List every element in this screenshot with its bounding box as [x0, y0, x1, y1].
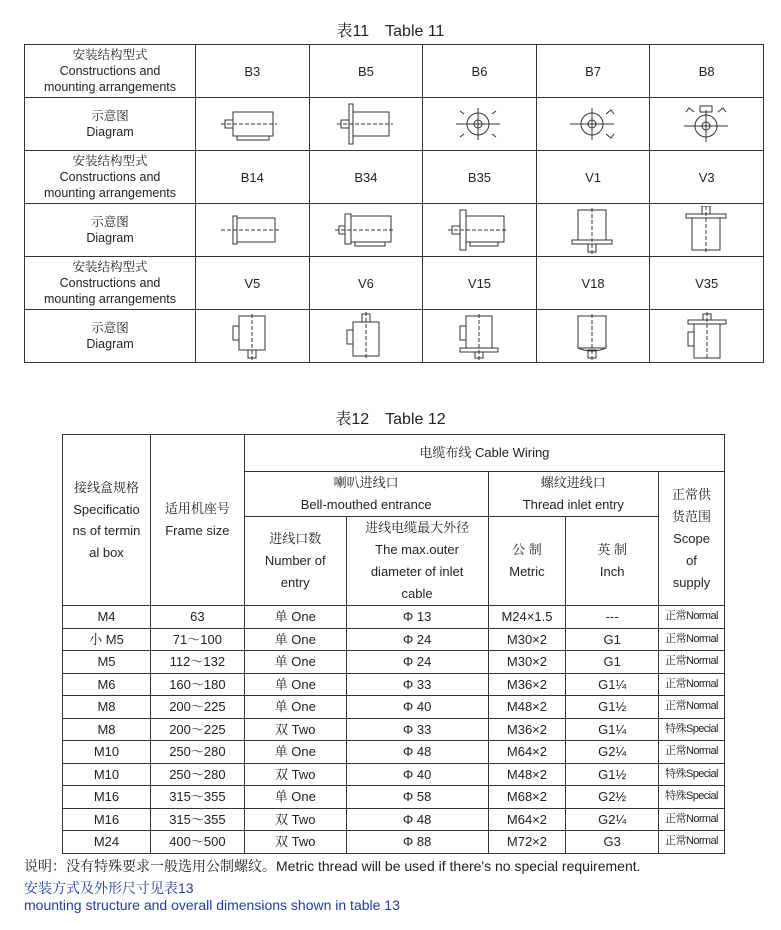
table-row [63, 606, 725, 629]
cell-metric-thread: M64×2 [488, 808, 566, 831]
reference-cn: 安装方式及外形尺寸见表13 [24, 880, 194, 896]
diagram-cell [423, 310, 537, 363]
diagram-row [25, 204, 764, 257]
cell-entry-number: 双 Two [244, 808, 346, 831]
header-number [244, 517, 346, 606]
table11 [24, 44, 764, 363]
table-row [63, 808, 725, 831]
motor-v5-icon [221, 312, 283, 360]
construction-label-en2: mounting arrangements [43, 186, 177, 200]
cell-entry-number: 单 One [244, 696, 346, 719]
motor-v15-icon [448, 312, 510, 360]
diagram-label-en: Diagram [86, 231, 134, 245]
diagram-label [25, 204, 196, 257]
cell-spec: M16 [63, 808, 151, 831]
cell-supply-scope: 正常Normal [659, 831, 725, 854]
cell-spec: M10 [63, 763, 151, 786]
cell-frame-size: 250～280 [150, 763, 244, 786]
diagram-cell [196, 98, 310, 151]
cell-supply-scope: 特殊Special [659, 718, 725, 741]
diagram-label-en: Diagram [86, 337, 134, 351]
cell-supply-scope: 特殊Special [659, 786, 725, 809]
construction-code: V35 [650, 257, 764, 310]
table-row [63, 741, 725, 764]
cell-entry-number: 双 Two [244, 831, 346, 854]
construction-label-en2: mounting arrangements [43, 292, 177, 306]
header-metric-en: Metric [509, 564, 545, 579]
cell-inch-thread: G2½ [566, 786, 659, 809]
motor-b14-icon [221, 206, 283, 254]
cell-frame-size: 200～225 [150, 718, 244, 741]
construction-label-cn: 安装结构型式 [72, 154, 148, 168]
cell-supply-scope: 正常Normal [659, 673, 725, 696]
cell-inch-thread: G1½ [566, 763, 659, 786]
cell-entry-number: 双 Two [244, 718, 346, 741]
cell-frame-size: 315～355 [150, 786, 244, 809]
table-row [63, 696, 725, 719]
construction-code: V5 [196, 257, 310, 310]
construction-label-en1: Constructions and [59, 276, 161, 290]
construction-code: B5 [309, 45, 423, 98]
motor-b3-icon [221, 100, 283, 148]
header-diameter-text: 进线电缆最大外径The max.outer diameter of inlet cable [365, 520, 470, 601]
cell-entry-number: 单 One [244, 606, 346, 629]
header-inch-en: Inch [599, 564, 625, 579]
diagram-label-cn: 示意图 [91, 321, 129, 335]
motor-v18-icon [562, 312, 624, 360]
diagram-row [25, 98, 764, 151]
motor-v6-icon [335, 312, 397, 360]
diagram-cell [650, 310, 764, 363]
cell-inch-thread: --- [566, 606, 659, 629]
cell-frame-size: 71～100 [150, 628, 244, 651]
construction-code: V3 [650, 151, 764, 204]
diagram-cell [309, 310, 423, 363]
cell-metric-thread: M30×2 [488, 651, 566, 674]
header-inch [566, 517, 659, 606]
cell-frame-size: 160～180 [150, 673, 244, 696]
cell-max-diameter: Φ 58 [346, 786, 488, 809]
construction-row [25, 257, 764, 310]
cell-max-diameter: Φ 33 [346, 718, 488, 741]
diagram-cell [650, 98, 764, 151]
diagram-label-en: Diagram [86, 125, 134, 139]
motor-v1-icon [562, 206, 624, 254]
note-text: 说明：没有特殊要求一般选用公制螺纹。Metric thread will be used if there's no special requirement. [24, 858, 641, 874]
diagram-cell [423, 204, 537, 257]
construction-label-cn: 安装结构型式 [72, 260, 148, 274]
cell-inch-thread: G1¼ [566, 718, 659, 741]
construction-code: B8 [650, 45, 764, 98]
cell-supply-scope: 正常Normal [659, 808, 725, 831]
header-thread-en: Thread inlet entry [522, 497, 624, 512]
construction-code: B3 [196, 45, 310, 98]
construction-label-en1: Constructions and [59, 64, 161, 78]
reference-en: mounting structure and overall dimensions shown in table 13 [24, 897, 400, 913]
header-thread [488, 472, 658, 517]
cell-frame-size: 315～355 [150, 808, 244, 831]
cell-max-diameter: Φ 40 [346, 696, 488, 719]
diagram-label-cn: 示意图 [91, 215, 129, 229]
cell-metric-thread: M48×2 [488, 763, 566, 786]
header-inch-cn: 英 制 [597, 542, 627, 557]
cell-metric-thread: M24×1.5 [488, 606, 566, 629]
construction-code: B35 [423, 151, 537, 204]
motor-b7-icon [562, 100, 624, 148]
diagram-cell [309, 204, 423, 257]
construction-label-en1: Constructions and [59, 170, 161, 184]
cell-frame-size: 400～500 [150, 831, 244, 854]
table-row [63, 786, 725, 809]
cell-entry-number: 单 One [244, 651, 346, 674]
diagram-label [25, 98, 196, 151]
diagram-cell [196, 204, 310, 257]
cell-spec: M8 [63, 718, 151, 741]
diagram-cell [536, 310, 650, 363]
motor-v3-icon [676, 206, 738, 254]
motor-b34-icon [335, 206, 397, 254]
cell-inch-thread: G1 [566, 628, 659, 651]
cell-frame-size: 200～225 [150, 696, 244, 719]
cell-metric-thread: M68×2 [488, 786, 566, 809]
motor-v35-icon [676, 312, 738, 360]
table-row [63, 628, 725, 651]
header-thread-cn: 螺纹进线口 [540, 475, 606, 490]
cell-inch-thread: G1½ [566, 696, 659, 719]
header-spec-text: 接线盒规格Specifications of terminal box [72, 480, 141, 560]
cell-max-diameter: Φ 24 [346, 651, 488, 674]
cell-metric-thread: M64×2 [488, 741, 566, 764]
header-diameter [346, 517, 488, 606]
table-row [63, 718, 725, 741]
construction-code: V1 [536, 151, 650, 204]
cell-max-diameter: Φ 48 [346, 808, 488, 831]
diagram-cell [536, 98, 650, 151]
cell-spec: M16 [63, 786, 151, 809]
motor-b6-icon [448, 100, 510, 148]
cell-spec: M6 [63, 673, 151, 696]
header-cable-wiring: 电缆布线 Cable Wiring [244, 435, 724, 472]
cell-spec: M24 [63, 831, 151, 854]
header-number-text: 进线口数Number of entry [264, 531, 326, 590]
diagram-row [25, 310, 764, 363]
header-bell-en: Bell-mouthed entrance [300, 497, 432, 512]
construction-code: B14 [196, 151, 310, 204]
diagram-cell [309, 98, 423, 151]
cell-inch-thread: G1 [566, 651, 659, 674]
construction-label [25, 45, 196, 98]
header-metric-cn: 公 制 [512, 542, 542, 557]
cell-frame-size: 63 [150, 606, 244, 629]
cell-supply-scope: 特殊Special [659, 763, 725, 786]
cell-max-diameter: Φ 24 [346, 628, 488, 651]
cell-entry-number: 单 One [244, 741, 346, 764]
diagram-cell [196, 310, 310, 363]
motor-b35-icon [448, 206, 510, 254]
diagram-cell [423, 98, 537, 151]
cell-spec: M5 [63, 651, 151, 674]
construction-row [25, 151, 764, 204]
diagram-label-cn: 示意图 [91, 109, 129, 123]
cell-max-diameter: Φ 13 [346, 606, 488, 629]
table12 [62, 434, 725, 854]
diagram-cell [536, 204, 650, 257]
table-row [63, 763, 725, 786]
table-row [63, 673, 725, 696]
header-frame-text: 适用机座号Frame size [164, 501, 230, 538]
cell-frame-size: 250～280 [150, 741, 244, 764]
cell-max-diameter: Φ 33 [346, 673, 488, 696]
cell-inch-thread: G2¼ [566, 741, 659, 764]
construction-code: V18 [536, 257, 650, 310]
header-scope-text: 正常供货范围Scope of supply [671, 486, 711, 590]
construction-label-cn: 安装结构型式 [72, 48, 148, 62]
cell-entry-number: 单 One [244, 786, 346, 809]
construction-label-en2: mounting arrangements [43, 80, 177, 94]
cell-metric-thread: M72×2 [488, 831, 566, 854]
cell-entry-number: 双 Two [244, 763, 346, 786]
header-scope [659, 472, 725, 606]
diagram-cell [650, 204, 764, 257]
cell-max-diameter: Φ 88 [346, 831, 488, 854]
construction-label [25, 257, 196, 310]
header-bell-cn: 喇叭进线口 [333, 475, 399, 490]
cell-metric-thread: M36×2 [488, 673, 566, 696]
header-frame [150, 435, 244, 606]
cell-metric-thread: M30×2 [488, 628, 566, 651]
cell-inch-thread: G1¼ [566, 673, 659, 696]
cell-inch-thread: G3 [566, 831, 659, 854]
motor-b8-icon [676, 100, 738, 148]
cell-entry-number: 单 One [244, 628, 346, 651]
construction-code: V6 [309, 257, 423, 310]
construction-code: B6 [423, 45, 537, 98]
cell-spec: M10 [63, 741, 151, 764]
cell-spec: 小 M5 [63, 628, 151, 651]
cell-entry-number: 单 One [244, 673, 346, 696]
construction-code: B7 [536, 45, 650, 98]
cell-metric-thread: M36×2 [488, 718, 566, 741]
header-spec [63, 435, 151, 606]
construction-code: B34 [309, 151, 423, 204]
motor-b5-icon [335, 100, 397, 148]
header-bell [244, 472, 488, 517]
cell-max-diameter: Φ 48 [346, 741, 488, 764]
cell-inch-thread: G2¼ [566, 808, 659, 831]
cell-supply-scope: 正常Normal [659, 628, 725, 651]
table12-title: 表12 Table 12 [335, 411, 446, 428]
table-row [63, 651, 725, 674]
table11-title: 表11 Table 11 [336, 23, 445, 40]
cell-spec: M8 [63, 696, 151, 719]
cell-spec: M4 [63, 606, 151, 629]
construction-code: V15 [423, 257, 537, 310]
header-metric [488, 517, 566, 606]
cell-supply-scope: 正常Normal [659, 606, 725, 629]
cell-max-diameter: Φ 40 [346, 763, 488, 786]
cell-frame-size: 112～132 [150, 651, 244, 674]
cell-supply-scope: 正常Normal [659, 651, 725, 674]
table-row [63, 831, 725, 854]
cell-supply-scope: 正常Normal [659, 741, 725, 764]
construction-row [25, 45, 764, 98]
diagram-label [25, 310, 196, 363]
construction-label [25, 151, 196, 204]
cell-supply-scope: 正常Normal [659, 696, 725, 719]
cell-metric-thread: M48×2 [488, 696, 566, 719]
